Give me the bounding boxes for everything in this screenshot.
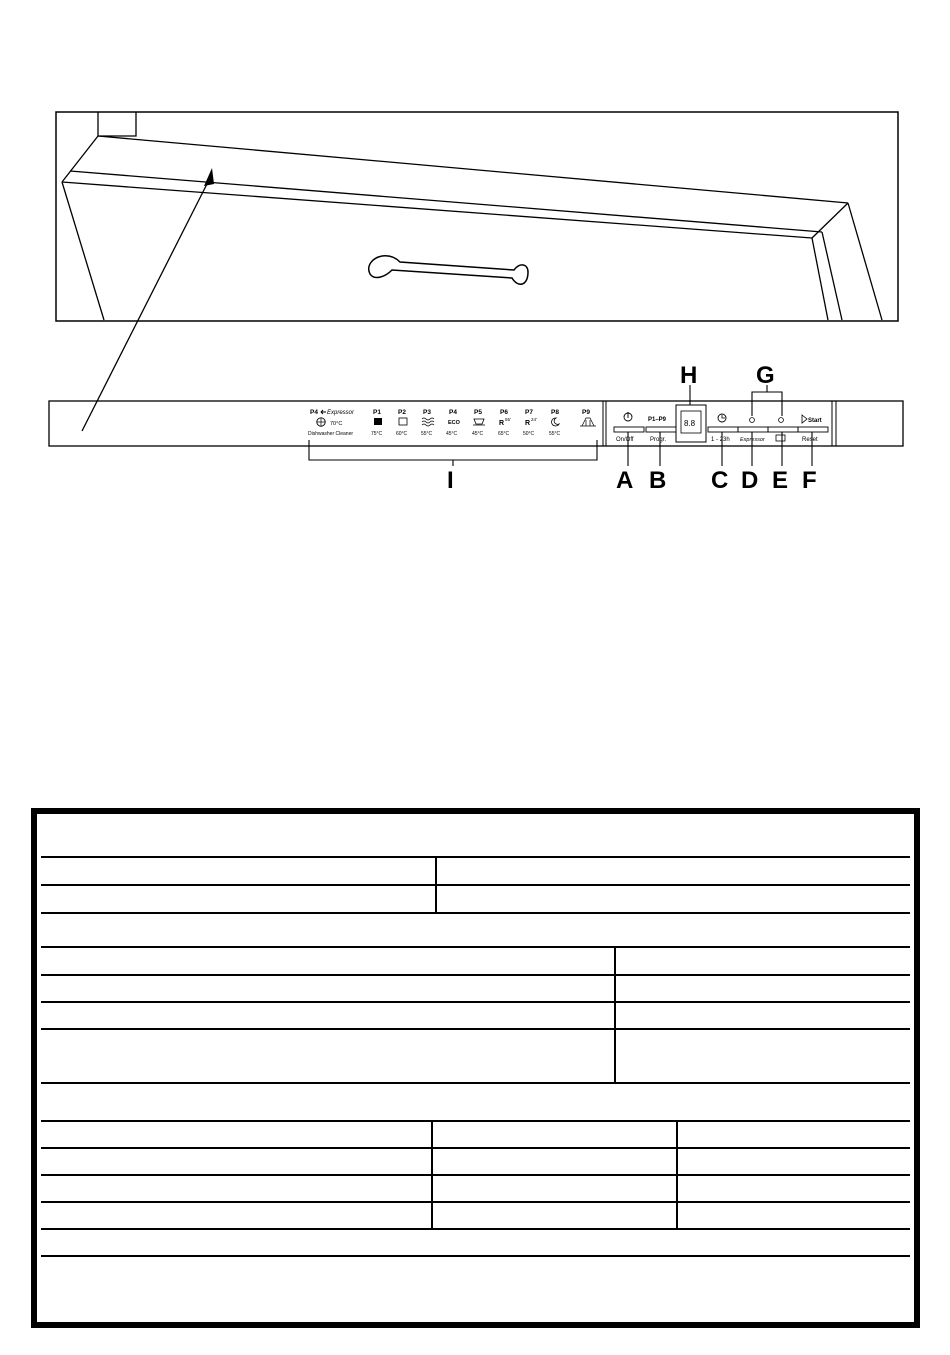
cleaner-caption: Dishwasher Cleaner	[308, 431, 354, 437]
express-indicator-led	[750, 418, 755, 423]
svg-text:1 - 23h: 1 - 23h	[711, 437, 730, 443]
display-window	[676, 405, 706, 442]
program-p1	[371, 409, 383, 437]
svg-text:P3: P3	[423, 409, 431, 416]
svg-text:8.8: 8.8	[684, 419, 696, 428]
express-arrow-icon	[321, 410, 326, 414]
svg-text:Start: Start	[808, 418, 822, 424]
play-icon	[802, 415, 807, 423]
callout-g: G	[756, 362, 775, 389]
callout-f: F	[802, 467, 817, 494]
night-icon	[552, 418, 559, 426]
program-button[interactable]	[646, 417, 676, 443]
pot-icon	[374, 418, 382, 425]
svg-text:65°C: 65°C	[498, 431, 510, 437]
program-p8	[549, 409, 561, 437]
table-row	[41, 858, 910, 886]
half-load-button[interactable]	[768, 418, 798, 441]
svg-text:P8: P8	[551, 409, 559, 416]
callout-e: E	[772, 467, 789, 494]
svg-text:P9: P9	[582, 409, 590, 416]
callout-lines	[628, 385, 812, 466]
svg-text:45°C: 45°C	[446, 431, 458, 437]
table-row	[41, 1084, 910, 1122]
eco-tag: ECO	[448, 420, 460, 426]
pointer-arrow-line	[82, 178, 210, 431]
table-row	[41, 1122, 910, 1149]
half-load-icon	[776, 435, 785, 441]
table-grid	[41, 818, 910, 1318]
svg-text:On/Off: On/Off	[616, 437, 634, 443]
door-handle	[369, 256, 528, 284]
door-outline	[62, 112, 882, 320]
delay-button[interactable]	[708, 414, 738, 443]
pointer-arrowhead	[204, 168, 214, 186]
table-row	[41, 1203, 910, 1230]
program-list	[371, 409, 596, 437]
svg-text:P1: P1	[373, 409, 381, 416]
svg-text:P1–P9: P1–P9	[648, 417, 667, 423]
svg-text:55°C: 55°C	[421, 431, 433, 437]
cleaner-temp: 70°C	[330, 421, 343, 427]
rinse-icon	[580, 418, 596, 426]
svg-text:P6: P6	[500, 409, 508, 416]
cup-icon	[473, 419, 485, 425]
table-row	[41, 1149, 910, 1176]
program-p7	[523, 409, 537, 437]
callout-d: D	[741, 467, 759, 494]
callout-a: A	[616, 467, 634, 494]
halfload-indicator-led	[779, 418, 784, 423]
callout-i: I	[447, 467, 454, 494]
program-p2	[396, 409, 408, 437]
svg-text:P4: P4	[449, 409, 457, 416]
table-row	[41, 818, 910, 858]
svg-text:55': 55'	[505, 417, 511, 422]
svg-text:P2: P2	[398, 409, 406, 416]
table-row	[41, 948, 910, 976]
table-row	[41, 1003, 910, 1030]
svg-text:60°C: 60°C	[396, 431, 408, 437]
rapid-24-icon: R	[525, 420, 531, 427]
program-p3	[421, 409, 434, 437]
svg-text:24': 24'	[531, 417, 537, 422]
svg-text:45°C: 45°C	[472, 431, 484, 437]
express-brand-label: Expressor	[327, 410, 355, 416]
table-row	[41, 914, 910, 948]
blank-table	[31, 808, 920, 1328]
program-p6	[498, 409, 511, 437]
p4-express-label: P4	[310, 409, 318, 416]
svg-text:P5: P5	[474, 409, 482, 416]
svg-text:55°C: 55°C	[549, 431, 561, 437]
callout-h: H	[680, 362, 698, 389]
svg-text:50°C: 50°C	[523, 431, 535, 437]
start-reset-button[interactable]	[798, 415, 828, 443]
program-p9	[580, 409, 596, 426]
svg-text:P7: P7	[525, 409, 533, 416]
programs-bracket	[309, 440, 597, 460]
svg-text:75°C: 75°C	[371, 431, 383, 437]
svg-text:Expressor: Expressor	[740, 437, 765, 443]
onoff-button[interactable]	[614, 412, 644, 443]
express-button[interactable]	[738, 418, 768, 443]
table-row	[41, 1176, 910, 1203]
pan-icon	[399, 418, 407, 425]
table-row	[41, 1030, 910, 1084]
svg-text:Progr.: Progr.	[650, 437, 667, 443]
table-row	[41, 886, 910, 914]
svg-text:Reset: Reset	[802, 437, 818, 443]
callout-b: B	[649, 467, 667, 494]
program-p5	[472, 409, 485, 437]
table-row	[41, 1230, 910, 1257]
wave-icon	[422, 418, 434, 426]
program-p4	[446, 409, 461, 437]
rapid-55-icon: R	[499, 420, 505, 427]
callout-c: C	[711, 467, 729, 494]
table-row	[41, 976, 910, 1003]
